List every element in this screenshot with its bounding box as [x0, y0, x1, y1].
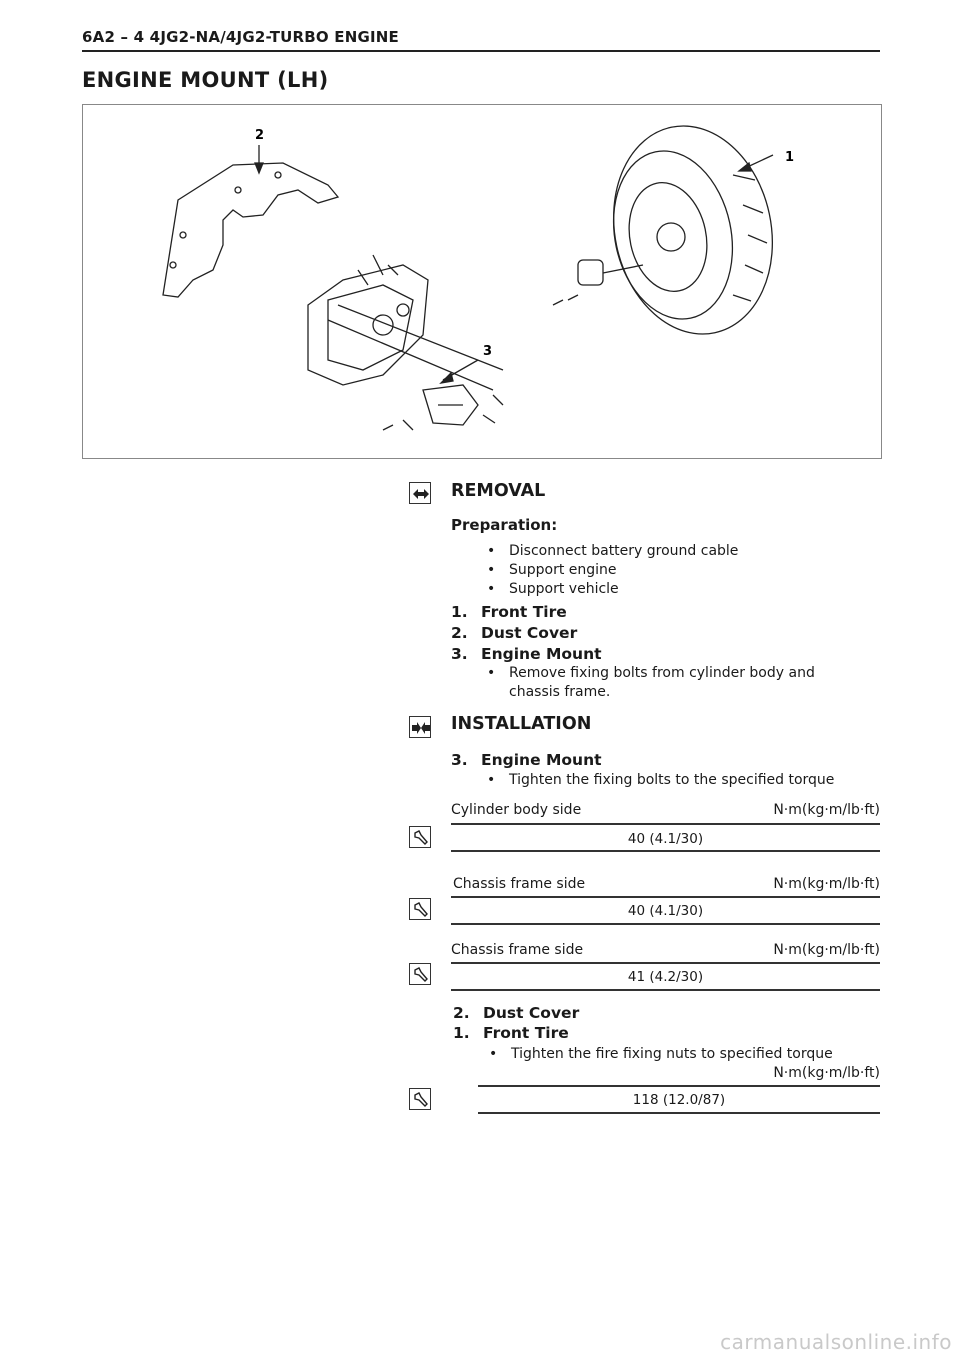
installation-icon — [409, 716, 431, 738]
exploded-view-drawing — [83, 105, 881, 458]
torque-unit: N·m(kg·m/lb·ft) — [773, 876, 880, 892]
torque-label: Cylinder body side — [451, 802, 582, 818]
preparation-label: Preparation: — [451, 516, 558, 534]
torque-wrench-icon — [409, 826, 431, 848]
torque-unit: N·m(kg·m/lb·ft) — [773, 942, 880, 958]
torque-rule — [451, 896, 880, 898]
torque-rule — [451, 989, 880, 991]
tire-outer — [595, 111, 791, 349]
step3-note: • Remove fixing bolts from cylinder body and — [487, 665, 815, 681]
torque-wrench-icon — [409, 898, 431, 920]
removal-icon — [409, 482, 431, 504]
torque-label: Chassis frame side — [451, 942, 584, 958]
prep-item: • Disconnect battery ground cable — [487, 543, 739, 559]
torque-rule — [478, 1112, 880, 1114]
prep-item: • Support engine — [487, 562, 617, 578]
removal-heading: REMOVAL — [451, 481, 546, 501]
watermark: carmanualsonline.info — [720, 1330, 952, 1354]
torque-value: 118 (12.0/87) — [632, 1092, 726, 1108]
installation-step: 2. Dust Cover — [453, 1004, 580, 1022]
step3-note-cont: chassis frame. — [509, 684, 611, 700]
installation-step: 3. Engine Mount — [451, 751, 602, 769]
torque-value: 41 (4.2/30) — [627, 969, 704, 985]
removal-step: 1. Front Tire — [451, 603, 567, 621]
prep-item: • Support vehicle — [487, 581, 619, 597]
page-title: ENGINE MOUNT (LH) — [82, 68, 329, 92]
wheel-rim — [619, 175, 716, 298]
tire-inner — [599, 140, 748, 330]
page-header: 6A2 – 4 4JG2-NA/4JG2-TURBO ENGINE — [82, 28, 399, 46]
torque-rule — [451, 923, 880, 925]
torque-value: 40 (4.1/30) — [627, 831, 704, 847]
installation-note: • Tighten the fixing bolts to the specified torque — [487, 772, 835, 788]
dust-cover-shape — [163, 163, 338, 297]
callout-1: 1 — [785, 150, 795, 165]
torque-wrench-icon — [409, 963, 431, 985]
installation-heading: INSTALLATION — [451, 714, 592, 734]
removal-step: 3. Engine Mount — [451, 645, 602, 663]
engine-mount-illustration — [82, 104, 882, 459]
callout-2: 2 — [255, 128, 265, 143]
torque-label: Chassis frame side — [453, 876, 586, 892]
callout-3: 3 — [483, 344, 493, 359]
torque-wrench-icon — [409, 1088, 431, 1110]
torque-rule — [451, 850, 880, 852]
torque-rule — [451, 962, 880, 964]
final-note: • Tighten the fire fixing nuts to specified torque — [489, 1046, 833, 1062]
installation-step: 1. Front Tire — [453, 1024, 569, 1042]
torque-unit: N·m(kg·m/lb·ft) — [773, 802, 880, 818]
torque-value: 40 (4.1/30) — [627, 903, 704, 919]
torque-unit: N·m(kg·m/lb·ft) — [773, 1065, 880, 1081]
torque-rule — [478, 1085, 880, 1087]
header-rule — [82, 50, 880, 52]
removal-step: 2. Dust Cover — [451, 624, 578, 642]
torque-rule — [451, 823, 880, 825]
